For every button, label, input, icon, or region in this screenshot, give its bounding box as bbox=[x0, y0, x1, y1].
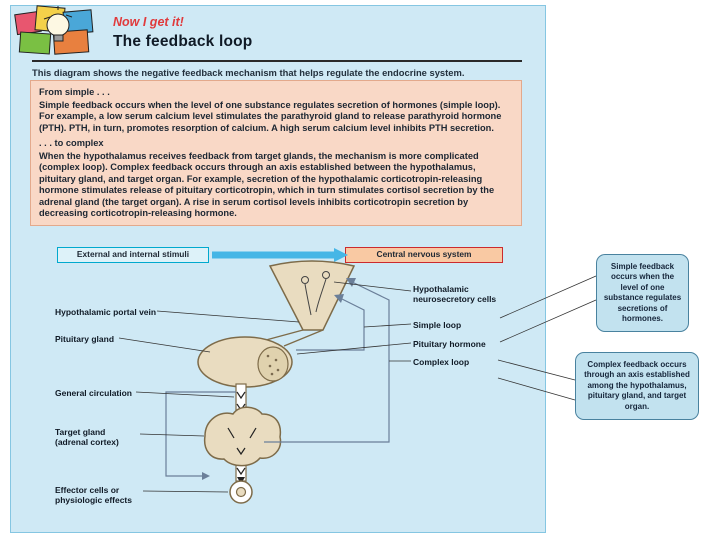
lightbulb-collage-icon bbox=[14, 5, 106, 59]
central-nervous-system-box: Central nervous system bbox=[345, 247, 503, 263]
explanation-infobox bbox=[30, 80, 522, 226]
feature-eyebrow: Now I get it! bbox=[113, 15, 184, 29]
label-hypothalamic-portal-vein: Hypothalamic portal vein bbox=[55, 307, 157, 317]
stimuli-box: External and internal stimuli bbox=[57, 247, 209, 263]
label-effector-cells: Effector cells or physiologic effects bbox=[55, 485, 132, 506]
infobox-paragraph-complex: When the hypothalamus receives feedback from target glands, the mechanism is more complicated (complex loop). Complex feedback occurs through an axis established between the hypothalamus, pituitary gland, and target organ. For example, secretion of the hypothalamic corticotropin-releasing hormone stimulates release of pituitary corticotropin, which in turn stimulates cortisol secretion by the adrenal gland (the target organ). A rise in serum cortisol levels inhibits corticotropin secretion by decreasing corticotropin-releasing hormone. bbox=[39, 150, 495, 219]
label-complex-loop: Complex loop bbox=[413, 357, 470, 367]
infobox-heading-complex: . . . to complex bbox=[39, 138, 104, 149]
label-general-circulation: General circulation bbox=[55, 388, 132, 398]
label-simple-loop: Simple loop bbox=[413, 320, 462, 330]
infobox-paragraph-simple: Simple feedback occurs when the level of one substance regulates secretion of hormones (simple loop). For example, a low serum calcium level stimulates the parathyroid gland to release parathyroid hormone (PTH). PTH, in turn, promotes resorption of calcium. A high serum calcium level inhibits PTH secretion. bbox=[39, 99, 502, 133]
page-title: The feedback loop bbox=[113, 33, 253, 50]
label-pituitary-gland: Pituitary gland bbox=[55, 334, 115, 344]
infobox-heading-simple: From simple . . . bbox=[39, 87, 110, 97]
label-pituitary-hormone: Pituitary hormone bbox=[413, 339, 486, 349]
callout-complex-feedback: Complex feedback occurs through an axis established among the hypothalamus, pituitary gland, and target organ. bbox=[575, 352, 699, 420]
title-divider bbox=[32, 60, 522, 62]
label-neurosecretory-cells: Hypothalamic neurosecretory cells bbox=[413, 284, 497, 305]
page-subtitle: This diagram shows the negative feedback mechanism that helps regulate the endocrine system. bbox=[32, 67, 465, 78]
label-target-gland: Target gland (adrenal cortex) bbox=[55, 427, 119, 448]
callout-simple-feedback: Simple feedback occurs when the level of one substance regulates secretions of hormones. bbox=[596, 254, 689, 332]
